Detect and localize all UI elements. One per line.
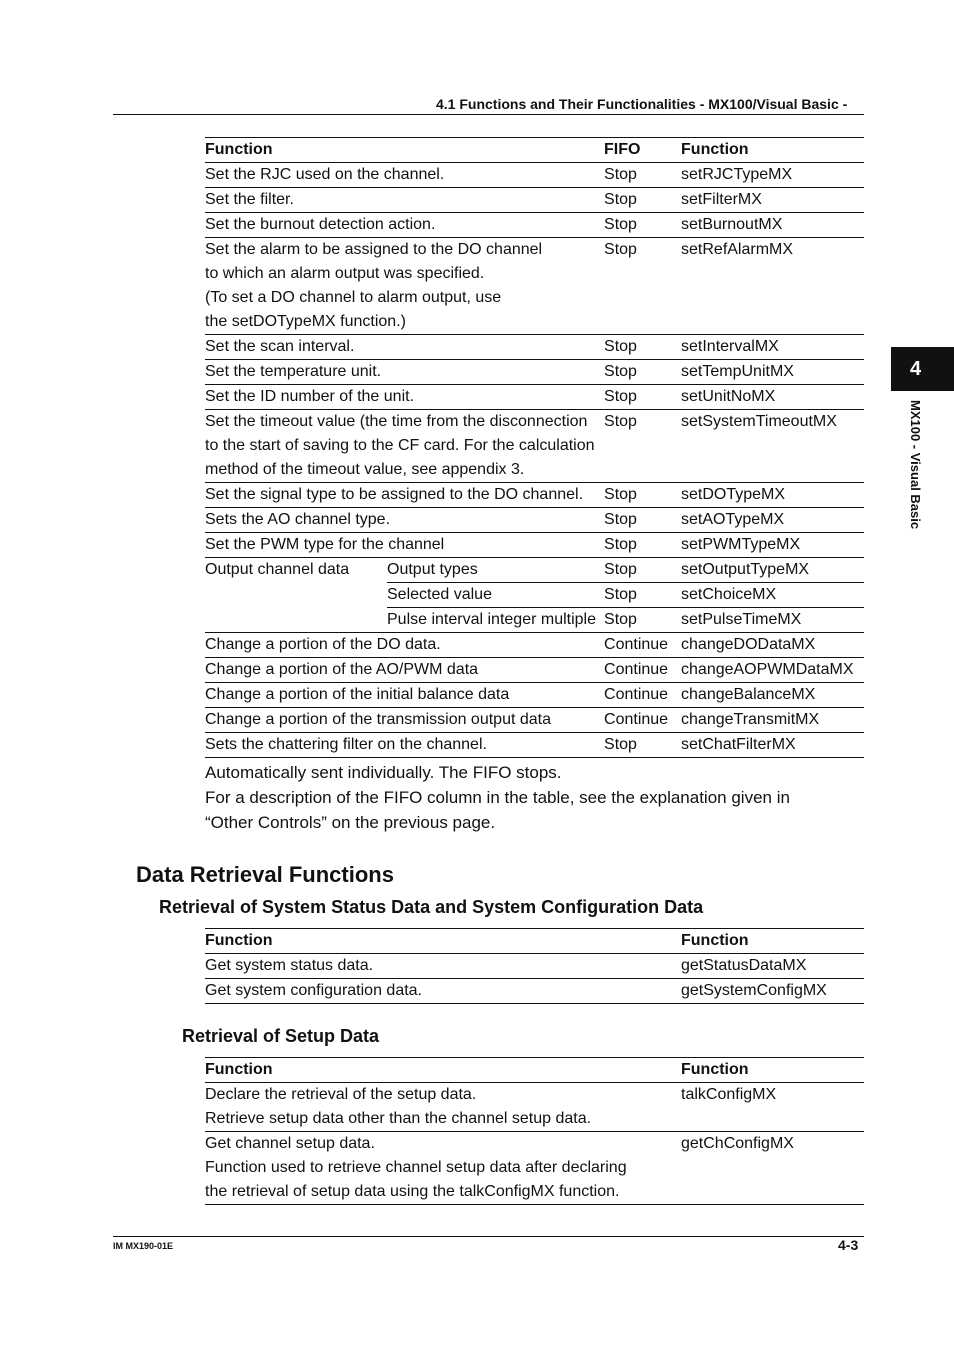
table-header-row bbox=[205, 138, 864, 163]
header-function-name: Function bbox=[681, 138, 864, 163]
system-status-table bbox=[205, 928, 864, 1004]
note-line: “Other Controls” on the previous page. bbox=[205, 813, 496, 832]
table-row: Change a portion of the initial balance data Continue changeBalanceMX bbox=[205, 683, 864, 708]
table-row-continued: Function used to retrieve channel setup data after declaring bbox=[205, 1159, 627, 1176]
table-row: Set the temperature unit. Stop setTempUnitMX bbox=[205, 360, 864, 385]
page-number: 4-3 bbox=[838, 1237, 859, 1253]
header-fifo: FIFO bbox=[604, 138, 681, 163]
table-row: Sets the AO channel type. Stop setAOTypeMX bbox=[205, 508, 864, 533]
table-row: Set the alarm to be assigned to the DO channel Stop setRefAlarmMX bbox=[205, 238, 864, 263]
table-row: Set the timeout value (the time from the disconnection Stop setSystemTimeoutMX bbox=[205, 410, 864, 435]
table-header-row: Function Function bbox=[205, 929, 864, 954]
table-row: Change a portion of the transmission output data Continue changeTransmitMX bbox=[205, 708, 864, 733]
control-functions-table bbox=[205, 137, 864, 758]
table-row: Set the RJC used on the channel. Stop setRJCTypeMX bbox=[205, 163, 864, 188]
table-row-continued: (To set a DO channel to alarm output, use bbox=[205, 289, 502, 306]
table-row: Set the signal type to be assigned to the DO channel. Stop setDOTypeMX bbox=[205, 483, 864, 508]
note-line: Automatically sent individually. The FIFO stops. bbox=[205, 763, 562, 782]
output-group-label: Output channel data bbox=[205, 558, 387, 583]
table-row: Change a portion of the AO/PWM data Continue changeAOPWMDataMX bbox=[205, 658, 864, 683]
document-id: IM MX190-01E bbox=[113, 1241, 174, 1251]
footer-rule bbox=[113, 1236, 864, 1237]
table-row-continued: Retrieve setup data other than the channel setup data. bbox=[205, 1110, 592, 1127]
setup-data-table bbox=[205, 1057, 864, 1205]
table-row-continued: the setDOTypeMX function.) bbox=[205, 313, 406, 330]
note-line: For a description of the FIFO column in the table, see the explanation given in bbox=[205, 788, 790, 807]
header-function: Function bbox=[205, 138, 604, 163]
table-row-output-group: Output channel data Output types Stop setOutputTypeMX bbox=[205, 558, 864, 583]
table-row: Set the ID number of the unit. Stop setUnitNoMX bbox=[205, 385, 864, 410]
table-row: Set the scan interval. Stop setIntervalMX bbox=[205, 335, 864, 360]
table-header-row: Function Function bbox=[205, 1058, 864, 1083]
running-header: 4.1 Functions and Their Functionalities - MX100/Visual Basic - bbox=[436, 96, 848, 112]
header-rule bbox=[113, 114, 864, 115]
table-row: Get system status data. getStatusDataMX bbox=[205, 954, 864, 979]
subsection-title-system-status: Retrieval of System Status Data and System Configuration Data bbox=[159, 897, 704, 917]
table-row: Declare the retrieval of the setup data. talkConfigMX bbox=[205, 1083, 864, 1108]
table-row: Get system configuration data. getSystemConfigMX bbox=[205, 979, 864, 1004]
table-row-output-group: Selected value Stop setChoiceMX bbox=[205, 583, 864, 608]
table-row-continued: to the start of saving to the CF card. For the calculation bbox=[205, 437, 595, 454]
table-row-output-group: Pulse interval integer multiple Stop setPulseTimeMX bbox=[205, 608, 864, 633]
table-row: Sets the chattering filter on the channel. Stop setChatFilterMX bbox=[205, 733, 864, 758]
table-row: Change a portion of the DO data. Continue changeDODataMX bbox=[205, 633, 864, 658]
table-row-continued: the retrieval of setup data using the talkConfigMX function. bbox=[205, 1180, 864, 1205]
subsection-title-setup-data: Retrieval of Setup Data bbox=[182, 1026, 380, 1046]
table-row-continued: method of the timeout value, see appendix 3. bbox=[205, 461, 525, 478]
section-title: Data Retrieval Functions bbox=[136, 862, 394, 887]
table-row: Set the burnout detection action. Stop setBurnoutMX bbox=[205, 213, 864, 238]
chapter-tab: 4 bbox=[891, 347, 954, 391]
table-row: Set the filter. Stop setFilterMX bbox=[205, 188, 864, 213]
table-row: Set the PWM type for the channel Stop setPWMTypeMX bbox=[205, 533, 864, 558]
table-row: Get channel setup data. getChConfigMX bbox=[205, 1132, 864, 1157]
table-notes bbox=[205, 760, 790, 835]
table-row-continued: to which an alarm output was specified. bbox=[205, 265, 485, 282]
chapter-side-label: MX100 - Visual Basic bbox=[908, 400, 923, 530]
